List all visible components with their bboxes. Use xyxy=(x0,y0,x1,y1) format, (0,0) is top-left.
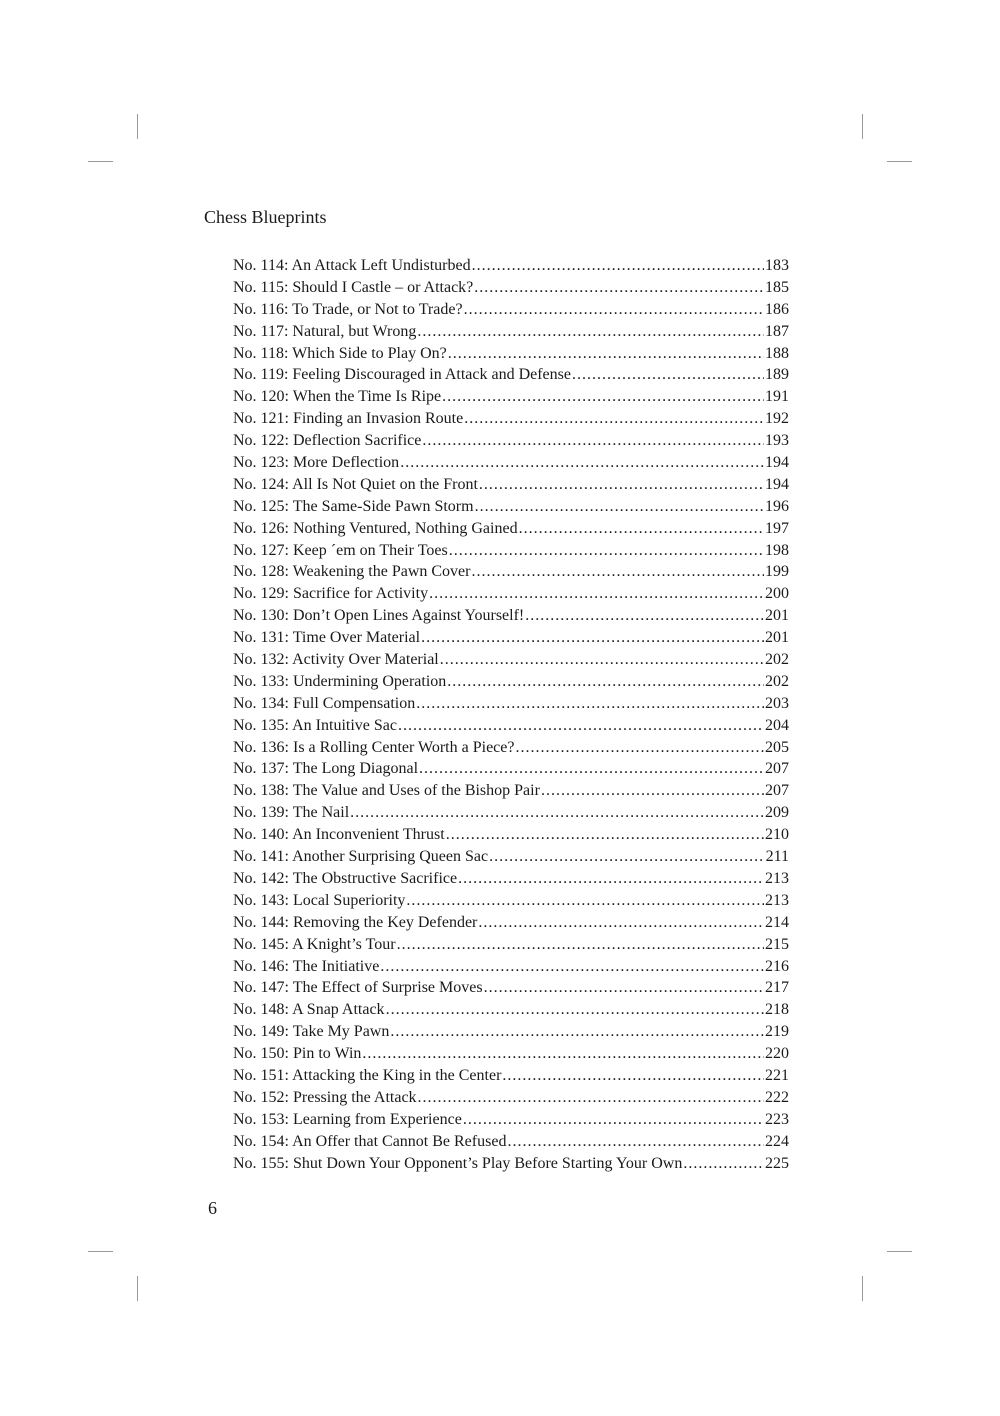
toc-entry-page: 194 xyxy=(765,475,789,493)
toc-entry xyxy=(233,1065,789,1087)
toc-entry-title: No. 137: The Long Diagonal xyxy=(233,760,419,778)
page-number: 6 xyxy=(208,1198,217,1218)
dot-leader xyxy=(463,1109,764,1131)
toc-entry xyxy=(233,737,789,759)
dot-leader xyxy=(472,255,764,277)
toc-entry-page: 217 xyxy=(765,979,789,997)
toc-entry xyxy=(233,956,789,978)
dot-leader xyxy=(350,802,764,824)
toc-entry-page: 192 xyxy=(765,410,789,428)
toc-entry xyxy=(233,780,789,802)
toc-entry-title: No. 140: An Inconvenient Thrust xyxy=(233,826,445,844)
dot-leader xyxy=(458,868,764,890)
toc-entry-page: 219 xyxy=(765,1023,789,1041)
toc-entry xyxy=(233,605,789,627)
crop-mark-top-left-vertical xyxy=(137,114,138,139)
toc-entry-page: 186 xyxy=(765,300,789,318)
toc-entry-page: 207 xyxy=(765,782,789,800)
dot-leader xyxy=(380,956,764,978)
toc-entry xyxy=(233,802,789,824)
toc-entry-title: No. 135: An Intuitive Sac xyxy=(233,716,397,734)
toc-entry-page: 187 xyxy=(765,322,789,340)
toc-entry xyxy=(233,561,789,583)
toc-entry xyxy=(233,846,789,868)
toc-entry xyxy=(233,977,789,999)
toc-entry-title: No. 121: Finding an Invasion Route xyxy=(233,410,464,428)
dot-leader xyxy=(519,518,764,540)
toc-entry-page: 210 xyxy=(765,826,789,844)
toc-entry-page: 201 xyxy=(765,607,789,625)
toc-entry-title: No. 128: Weakening the Pawn Cover xyxy=(233,563,471,581)
toc-entry xyxy=(233,693,789,715)
toc-entry-title: No. 149: Take My Pawn xyxy=(233,1023,390,1041)
dot-leader xyxy=(448,343,764,365)
toc-entry-page: 197 xyxy=(765,519,789,537)
toc-entry-title: No. 138: The Value and Uses of the Bishop Pair xyxy=(233,782,540,800)
toc-entry-title: No. 129: Sacrifice for Activity xyxy=(233,585,429,603)
toc-entry-title: No. 154: An Offer that Cannot Be Refused xyxy=(233,1132,507,1150)
toc-entry-page: 205 xyxy=(765,738,789,756)
toc-entry-title: No. 150: Pin to Win xyxy=(233,1045,362,1063)
toc-entry-title: No. 125: The Same-Side Pawn Storm xyxy=(233,497,474,515)
toc-entry xyxy=(233,496,789,518)
toc-entry-page: 189 xyxy=(765,366,789,384)
dot-leader xyxy=(417,321,764,343)
toc-entry-title: No. 127: Keep ´em on Their Toes xyxy=(233,541,448,559)
crop-mark-top-left-horizontal xyxy=(88,161,113,162)
dot-leader xyxy=(400,452,764,474)
toc-entry xyxy=(233,912,789,934)
toc-entry xyxy=(233,1043,789,1065)
toc-entry-title: No. 141: Another Surprising Queen Sac xyxy=(233,848,489,866)
toc-entry-title: No. 142: The Obstructive Sacrifice xyxy=(233,869,458,887)
toc-entry-page: 209 xyxy=(765,804,789,822)
toc-entry-page: 224 xyxy=(765,1132,789,1150)
toc-entry-page: 202 xyxy=(765,672,789,690)
toc-entry-page: 200 xyxy=(765,585,789,603)
toc-entry xyxy=(233,408,789,430)
toc-entry-page: 220 xyxy=(765,1045,789,1063)
toc-entry xyxy=(233,430,789,452)
toc-entry-title: No. 153: Learning from Experience xyxy=(233,1110,462,1128)
dot-leader xyxy=(502,1065,764,1087)
dot-leader xyxy=(515,737,764,759)
toc-entry xyxy=(233,255,789,277)
toc-entry-title: No. 139: The Nail xyxy=(233,804,350,822)
dot-leader xyxy=(418,1087,764,1109)
dot-leader xyxy=(525,605,764,627)
toc-entry-title: No. 146: The Initiative xyxy=(233,957,380,975)
toc-entry xyxy=(233,934,789,956)
toc-entry xyxy=(233,715,789,737)
toc-entry-page: 194 xyxy=(765,454,789,472)
toc-entry xyxy=(233,299,789,321)
toc-entry-page: 202 xyxy=(765,651,789,669)
toc-entry xyxy=(233,627,789,649)
toc-entry xyxy=(233,277,789,299)
toc-entry-page: 204 xyxy=(765,716,789,734)
toc-entry-page: 211 xyxy=(765,848,789,866)
table-of-contents xyxy=(233,255,789,1174)
toc-entry-title: No. 115: Should I Castle – or Attack? xyxy=(233,278,474,296)
toc-entry xyxy=(233,890,789,912)
toc-entry xyxy=(233,671,789,693)
toc-entry-page: 222 xyxy=(765,1088,789,1106)
toc-entry-page: 216 xyxy=(765,957,789,975)
toc-entry-page: 201 xyxy=(765,629,789,647)
dot-leader xyxy=(442,386,764,408)
toc-entry xyxy=(233,321,789,343)
toc-entry-page: 207 xyxy=(765,760,789,778)
toc-entry-title: No. 145: A Knight’s Tour xyxy=(233,935,396,953)
toc-entry-title: No. 147: The Effect of Surprise Moves xyxy=(233,979,483,997)
toc-entry-page: 191 xyxy=(765,388,789,406)
dot-leader xyxy=(386,999,764,1021)
toc-entry xyxy=(233,583,789,605)
toc-entry-title: No. 134: Full Compensation xyxy=(233,694,416,712)
dot-leader xyxy=(471,561,764,583)
dot-leader xyxy=(507,1131,764,1153)
toc-entry-title: No. 126: Nothing Ventured, Nothing Gained xyxy=(233,519,518,537)
toc-entry-title: No. 118: Which Side to Play On? xyxy=(233,344,447,362)
toc-entry-page: 196 xyxy=(765,497,789,515)
toc-entry xyxy=(233,452,789,474)
toc-entry-title: No. 120: When the Time Is Ripe xyxy=(233,388,442,406)
toc-entry-page: 215 xyxy=(765,935,789,953)
toc-entry-page: 213 xyxy=(765,869,789,887)
dot-leader xyxy=(429,583,764,605)
toc-entry xyxy=(233,649,789,671)
toc-entry-title: No. 130: Don’t Open Lines Against Yourself! xyxy=(233,607,525,625)
dot-leader xyxy=(416,693,764,715)
toc-entry xyxy=(233,540,789,562)
dot-leader xyxy=(449,540,764,562)
dot-leader xyxy=(478,912,764,934)
dot-leader xyxy=(362,1043,764,1065)
toc-entry-page: 185 xyxy=(765,278,789,296)
dot-leader xyxy=(572,364,764,386)
crop-mark-bottom-left-horizontal xyxy=(88,1251,113,1252)
toc-entry xyxy=(233,474,789,496)
toc-entry-page: 218 xyxy=(765,1001,789,1019)
toc-entry xyxy=(233,1131,789,1153)
dot-leader xyxy=(541,780,764,802)
toc-entry-page: 198 xyxy=(765,541,789,559)
toc-entry-title: No. 133: Undermining Operation xyxy=(233,672,447,690)
toc-entry xyxy=(233,758,789,780)
toc-entry-title: No. 152: Pressing the Attack xyxy=(233,1088,417,1106)
dot-leader xyxy=(683,1153,764,1175)
dot-leader xyxy=(446,824,764,846)
dot-leader xyxy=(447,671,764,693)
toc-entry xyxy=(233,1087,789,1109)
toc-entry-title: No. 148: A Snap Attack xyxy=(233,1001,385,1019)
dot-leader xyxy=(421,627,764,649)
dot-leader xyxy=(464,299,764,321)
running-head: Chess Blueprints xyxy=(204,207,327,227)
toc-entry-page: 203 xyxy=(765,694,789,712)
toc-entry-title: No. 114: An Attack Left Undisturbed xyxy=(233,257,471,274)
toc-entry xyxy=(233,364,789,386)
dot-leader xyxy=(390,1021,764,1043)
toc-entry-title: No. 124: All Is Not Quiet on the Front xyxy=(233,475,478,493)
crop-mark-bottom-right-vertical xyxy=(862,1276,863,1301)
crop-mark-top-right-vertical xyxy=(862,114,863,139)
toc-entry-page: 223 xyxy=(765,1110,789,1128)
toc-entry-title: No. 117: Natural, but Wrong xyxy=(233,322,417,340)
dot-leader xyxy=(489,846,765,868)
dot-leader xyxy=(464,408,764,430)
toc-entry-page: 188 xyxy=(765,344,789,362)
dot-leader xyxy=(440,649,764,671)
toc-entry-title: No. 136: Is a Rolling Center Worth a Piece? xyxy=(233,738,515,756)
toc-entry xyxy=(233,1021,789,1043)
dot-leader xyxy=(397,934,764,956)
toc-entry-page: 213 xyxy=(765,891,789,909)
toc-entry xyxy=(233,824,789,846)
dot-leader xyxy=(419,758,764,780)
toc-entry-title: No. 122: Deflection Sacrifice xyxy=(233,432,422,450)
toc-entry-page: 225 xyxy=(765,1154,789,1172)
toc-entry xyxy=(233,1109,789,1131)
toc-entry-title: No. 155: Shut Down Your Opponent’s Play Before Starting Your Own xyxy=(233,1154,683,1172)
dot-leader xyxy=(484,977,764,999)
crop-mark-bottom-left-vertical xyxy=(137,1276,138,1301)
toc-entry xyxy=(233,1153,789,1175)
dot-leader xyxy=(422,430,764,452)
toc-entry-page: 221 xyxy=(765,1066,789,1084)
crop-mark-bottom-right-horizontal xyxy=(887,1251,912,1252)
toc-entry-page: 214 xyxy=(765,913,789,931)
toc-entry-page: 199 xyxy=(765,563,789,581)
toc-entry-page: 193 xyxy=(765,432,789,450)
crop-mark-top-right-horizontal xyxy=(887,161,912,162)
toc-entry xyxy=(233,999,789,1021)
dot-leader xyxy=(475,496,764,518)
toc-entry-title: No. 116: To Trade, or Not to Trade? xyxy=(233,300,463,318)
toc-entry-title: No. 131: Time Over Material xyxy=(233,629,421,647)
toc-entry-title: No. 151: Attacking the King in the Center xyxy=(233,1066,502,1084)
toc-entry xyxy=(233,343,789,365)
toc-entry xyxy=(233,386,789,408)
toc-entry-title: No. 144: Removing the Key Defender xyxy=(233,913,478,931)
toc-entry-title: No. 119: Feeling Discouraged in Attack and Defense xyxy=(233,366,571,384)
toc-entry xyxy=(233,868,789,890)
toc-entry-title: No. 123: More Deflection xyxy=(233,454,400,472)
toc-entry-title: No. 143: Local Superiority xyxy=(233,891,406,909)
toc-entry-title: No. 132: Activity Over Material xyxy=(233,651,439,669)
dot-leader xyxy=(398,715,764,737)
dot-leader xyxy=(474,277,764,299)
dot-leader xyxy=(479,474,764,496)
toc-entry xyxy=(233,518,789,540)
toc-entry-page: 183 xyxy=(765,257,789,274)
dot-leader xyxy=(406,890,764,912)
